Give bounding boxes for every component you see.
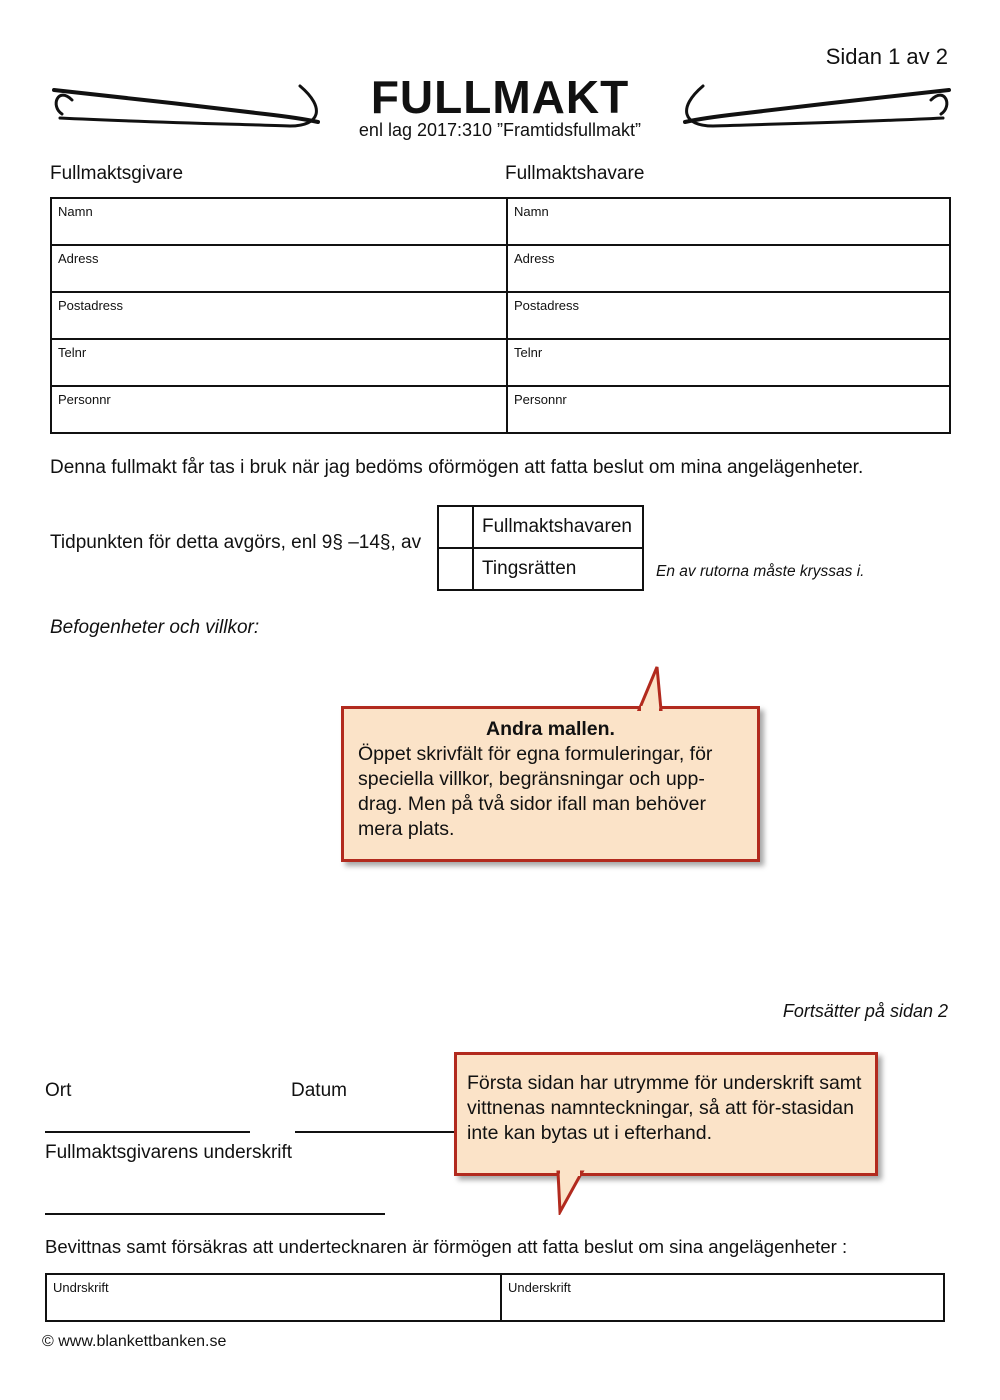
callout-title: Andra mallen. xyxy=(486,718,615,740)
field-label: Adress xyxy=(514,251,555,266)
field-label: Personnr xyxy=(514,392,567,407)
activation-statement: Denna fullmakt får tas i bruk när jag bedöms oförmögen att fatta beslut om mina angelägenheter. xyxy=(50,457,864,478)
agent-name-field[interactable] xyxy=(507,198,950,245)
field-label: Adress xyxy=(58,251,99,266)
signature-line[interactable] xyxy=(45,1213,385,1215)
option-court-label: Tingsrätten xyxy=(482,558,577,579)
field-label: Undrskrift xyxy=(53,1280,109,1295)
witness-signature-2[interactable] xyxy=(501,1274,944,1321)
document-subtitle: enl lag 2017:310 ”Framtidsfullmakt” xyxy=(358,120,642,140)
option-agent[interactable] xyxy=(439,507,642,547)
party-details-table xyxy=(50,197,951,434)
option-court-checkbox[interactable] xyxy=(439,549,474,589)
signature-label: Fullmaktsgivarens underskrift xyxy=(45,1142,293,1163)
decision-options xyxy=(437,505,644,591)
page-number: Sidan 1 av 2 xyxy=(825,44,948,69)
principal-heading: Fullmaktsgivare xyxy=(50,163,184,184)
signature-callout xyxy=(454,1052,878,1176)
document-title: FULLMAKT xyxy=(370,71,630,123)
witness-table xyxy=(45,1273,945,1322)
agent-postal-field[interactable] xyxy=(507,292,950,339)
principal-personnr-field[interactable] xyxy=(51,386,507,433)
decision-note: En av rutorna måste kryssas i. xyxy=(656,563,865,580)
field-label: Namn xyxy=(58,204,93,219)
place-line[interactable] xyxy=(45,1131,250,1133)
date-line[interactable] xyxy=(295,1131,455,1133)
agent-heading: Fullmaktshavare xyxy=(505,163,645,184)
date-label: Datum xyxy=(291,1080,347,1101)
agent-phone-field[interactable] xyxy=(507,339,950,386)
field-label: Telnr xyxy=(514,345,543,360)
witness-statement: Bevittnas samt försäkras att undertecknaren är förmögen att fatta beslut om sina angelägenheter : xyxy=(45,1236,848,1257)
field-label: Postadress xyxy=(58,298,124,313)
option-agent-checkbox[interactable] xyxy=(439,507,474,547)
decision-label: Tidpunkten för detta avgörs, enl 9§ –14§, av xyxy=(50,532,422,553)
powers-label: Befogenheter och villkor: xyxy=(50,617,260,638)
principal-phone-field[interactable] xyxy=(51,339,507,386)
principal-address-field[interactable] xyxy=(51,245,507,292)
place-label: Ort xyxy=(45,1080,72,1101)
witness-signature-1[interactable] xyxy=(46,1274,501,1321)
callout-pointer xyxy=(552,1170,588,1215)
template-callout xyxy=(341,706,760,862)
callout-text: Första sidan har utrymme för underskrift samt vittnenas namnteckningar, så att för-stasidan inte kan bytas ut i efterhand. xyxy=(467,1072,862,1144)
option-court[interactable] xyxy=(439,547,642,589)
field-label: Underskrift xyxy=(508,1280,571,1295)
option-agent-label: Fullmaktshavaren xyxy=(482,516,632,537)
agent-personnr-field[interactable] xyxy=(507,386,950,433)
principal-name-field[interactable] xyxy=(51,198,507,245)
field-label: Telnr xyxy=(58,345,87,360)
agent-address-field[interactable] xyxy=(507,245,950,292)
callout-text: Öppet skrivfält för egna formuleringar, för speciella villkor, begränsningar och upp-drag. Men på två sidor ifall man behöver mera plats. xyxy=(358,743,713,840)
principal-postal-field[interactable] xyxy=(51,292,507,339)
callout-pointer xyxy=(635,664,671,711)
field-label: Personnr xyxy=(58,392,111,407)
continues-note: Fortsätter på sidan 2 xyxy=(782,1001,948,1021)
footer-copyright: © www.blankettbanken.se xyxy=(42,1333,227,1350)
field-label: Postadress xyxy=(514,298,580,313)
field-label: Namn xyxy=(514,204,549,219)
